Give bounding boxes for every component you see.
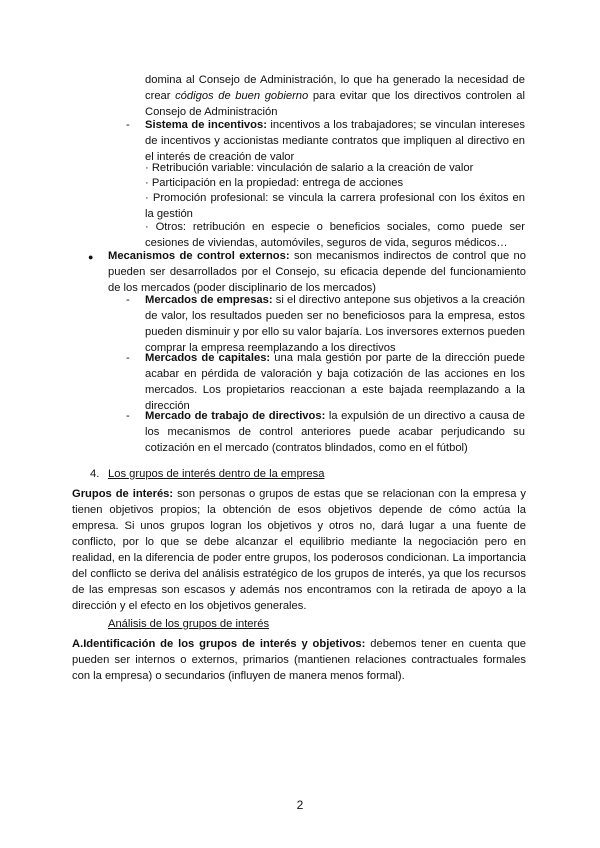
identification-title: A.Identificación de los grupos de interés y objetivos: bbox=[72, 638, 366, 650]
continuation-line1: domina al Consejo de Administración, lo que ha generado la necesidad de bbox=[145, 74, 525, 86]
incentive-item: · Promoción profesional: se vincula la carrera profesional con los éxitos en la gestión bbox=[145, 192, 525, 220]
stakeholders-paragraph bbox=[72, 486, 526, 614]
incentives-title: Sistema de incentivos: bbox=[145, 119, 267, 131]
dash-marker: - bbox=[126, 410, 130, 422]
analysis-heading: Análisis de los grupos de interés bbox=[108, 618, 270, 630]
incentives-text: incentivos a los trabajadores; se vinculan intereses de incentivos y accionistas mediante contratos que impliquen al directivo en el interés de creación de valor bbox=[145, 119, 525, 163]
market-item-title: Mercado de trabajo de directivos: bbox=[145, 410, 326, 422]
incentive-item: · Otros: retribución en especie o beneficios sociales, como puede ser cesiones de viviendas, automóviles, seguros de vida, seguros médicos… bbox=[145, 221, 525, 249]
continuation-pre: crear bbox=[145, 90, 176, 102]
market-item-text: la expulsión de un directivo a causa de los mecanismos de control anteriores puede acabar perjudicando su cotización en el mercado (contratos blindados, como en el fútbol) bbox=[145, 410, 525, 454]
continuation-paragraph bbox=[145, 72, 525, 120]
external-text: son mecanismos indirectos de control que no pueden ser desarrollados por el Consejo, su eficacia depende del funcionamiento de los mercados (poder disciplinario de los mercados) bbox=[108, 250, 526, 294]
external-title: Mecanismos de control externos: bbox=[108, 250, 290, 262]
identification-paragraph bbox=[72, 636, 526, 684]
market-item bbox=[145, 408, 525, 456]
identification-text: debemos tener en cuenta que pueden ser internos o externos, primarios (mantienen relaciones contractuales formales con la empresa) o secundarios (influyen de manera menos formal). bbox=[72, 638, 527, 682]
market-item-text: si el directivo antepone sus objetivos a la creación de valor, los resultados pueden ser no beneficiosos para la empresa, estos pueden disminuir y por ello su valor bajaría. Los inversores externos pueden comprar la empresa reemplazando a los directivos bbox=[145, 294, 525, 354]
section-heading: Los grupos de interés dentro de la empresa bbox=[108, 468, 325, 480]
stakeholders-text: son personas o grupos de estas que se relacionan con la empresa y tienen objetivos propios; la obtención de esos objetivos depende de cómo actúa la empresa. Si unos grupos logran los objetivos y otros no, dará lugar a una fuente de conflicto, por lo que se debe alcanzar el equilibrio mediante la negociación pero en realidad, en la diferencia de poder entre grupos, los poderosos condicionan. La importancia del conflicto se deriva del análisis estratégico de los grupos de interés, ya que los recursos de las empresas son escasos y además nos encontramos con la retirada de apoyo a la dirección y el efecto en los objetivos generales. bbox=[72, 488, 526, 612]
dash-marker: - bbox=[126, 352, 130, 364]
bullet-marker: ● bbox=[88, 252, 94, 262]
market-item-title: Mercados de empresas: bbox=[145, 294, 273, 306]
dash-marker: - bbox=[126, 294, 130, 306]
external-paragraph bbox=[108, 248, 526, 296]
market-item bbox=[145, 350, 525, 414]
page-number: 2 bbox=[296, 798, 304, 812]
codes-italic: códigos de buen gobierno bbox=[175, 90, 309, 102]
incentives-paragraph bbox=[145, 117, 525, 165]
market-item bbox=[145, 292, 525, 356]
incentive-item: · Participación en la propiedad: entrega de acciones bbox=[145, 177, 404, 189]
dash-marker: - bbox=[126, 119, 130, 131]
incentive-item: · Retribución variable: vinculación de salario a la creación de valor bbox=[145, 162, 474, 174]
section-number: 4. bbox=[90, 468, 100, 480]
market-item-text: una mala gestión por parte de la dirección puede acabar en pérdida de valoración y baja cotización de las acciones en los mercados. Los propietarios reaccionan a este bajada reemplazando a la dirección bbox=[145, 352, 525, 412]
stakeholders-title: Grupos de interés: bbox=[72, 488, 174, 500]
continuation-post: para evitar que los directivos controlen al Consejo de Administración bbox=[145, 90, 525, 118]
market-item-title: Mercados de capitales: bbox=[145, 352, 271, 364]
